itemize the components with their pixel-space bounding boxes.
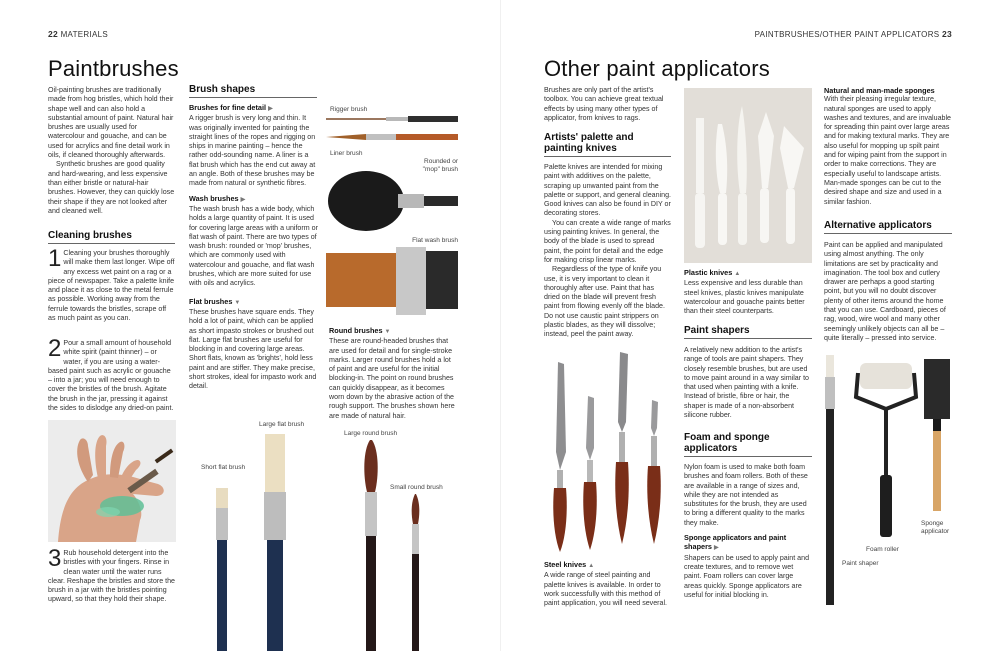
caption-liner: Liner brush — [330, 150, 363, 157]
cleaning-step-1 — [48, 245, 175, 323]
right-folio: 23 — [941, 29, 952, 39]
flat-wash-brush-image — [326, 247, 458, 319]
sponge-shapers-text: Shapers can be used to apply paint and create textures, and to remove wet paint. Foam rollers can cover large areas quickly. Sponge applicators are useful for initial blocking in. — [684, 553, 810, 599]
down-triangle-icon: ▼ — [384, 329, 391, 335]
alternative-applicators-heading: Alternative applicators — [824, 220, 952, 234]
cleaning-step-3 — [48, 545, 175, 605]
palette-text-2: You can create a wide range of marks using painting knives. In general, the body of the blade is used to spread paint, the point for detail and the edge for making crisp linear marks. — [544, 218, 671, 264]
left-folio: 22 — [48, 29, 59, 39]
sponge-shapers-subhead — [684, 533, 812, 554]
palette-text-1: Palette knives are intended for mixing paint with additives on the palette, scraping up unwanted paint from the palette or support, and general cleaning. Good knives can also be found in DIY or decorating stores. — [544, 163, 671, 218]
up-triangle-icon: ▲ — [734, 271, 741, 277]
round-brushes-subhead — [329, 326, 457, 337]
foam-sponge-block — [684, 463, 812, 600]
fine-detail-text: A rigger brush is very long and thin. It was originally invented for painting the straight lines of the ropes and rigging on ships in marine painting – hence the rather odd-sounding name. A liner is a flat brush which has the end cut away at an angle. Both of these brushes may be made from natural or synthetic fibres. — [189, 114, 316, 188]
right-triangle-icon: ▶ — [240, 196, 246, 203]
caption-large-round: Large round brush — [344, 430, 398, 437]
steel-knives-text: A wide range of steel painting and palette knives is available. In order to work successfully with this method of paint application, you will need several. — [544, 571, 668, 608]
mop-brush-image — [326, 166, 458, 236]
step-3-text: Rub household detergent into the bristles with your fingers. Rinse in clean water until the water runs clear. Reshape the bristles and store the brush in a jar with the bristles pointing upward, so that they hold their shape. — [48, 549, 175, 604]
plastic-knives-title: Plastic knives — [684, 268, 733, 277]
steel-knives-title: Steel knives — [544, 560, 587, 569]
caption-short-flat: Short flat brush — [201, 464, 246, 471]
flat-brushes-subhead — [189, 297, 318, 308]
caption-paint-shaper: Paint shaper — [842, 560, 879, 567]
round-brushes-text: These are round-headed brushes that are used for detail and for single-stroke marks. Larger round brushes hold a lot of paint and are useful for the initial blocking-in. The point on round brushes can quickly disappear, as it becomes worn down by the abrasive action of the rough support. The brushes shown here are made of natural hair. — [329, 337, 455, 420]
right-section-label: PAINTBRUSHES/OTHER PAINT APPLICATORS — [754, 30, 940, 39]
page-title-paintbrushes: Paintbrushes — [48, 56, 179, 81]
brush-shapes-heading: Brush shapes — [189, 84, 317, 98]
paintbrushes-intro — [48, 86, 175, 216]
left-running-head — [48, 29, 108, 39]
wash-brushes-subhead — [189, 194, 318, 205]
alternative-applicators-text: Paint can be applied and manipulated using almost anything. The only limitations are set by practicality and imagination. The tool box and cutlery drawer are perhaps a good starting point, but you will no doubt discover plenty of other items around the home that you can use. Cardboard, pieces of rag, wood, wire wool and many other seemingly unlikely objects can all be – quite literally – pressed into service. — [824, 241, 946, 342]
sponges-text: With their pleasing irregular texture, natural sponges are used to apply washes and textures, and are invaluable for spreading thin paint over large areas and for making textural marks. They are also useful for mopping up spilt paint and for wiping paint from the support in order to make corrections. They are especially useful to landscape artists. Man-made sponges can be cut to the desired shape and size and used in a similar fashion. — [824, 95, 951, 206]
round-brushes-title: Round brushes — [329, 326, 383, 335]
plastic-knives-text: Less expensive and less durable than steel knives, plastic knives manipulate watercolour and gouache paints better than their steel counterparts. — [684, 279, 805, 316]
sponge-shapers-title: Sponge applicators and paint shapers — [684, 533, 787, 552]
step-number-2: 2 — [48, 335, 62, 362]
round-brushes-block — [329, 326, 457, 421]
rigger-brush-image — [326, 113, 458, 125]
cleaning-step-2 — [48, 335, 175, 413]
steel-knives-image — [544, 352, 674, 557]
page-title-other-applicators: Other paint applicators — [544, 56, 770, 81]
spread-gutter — [500, 0, 501, 651]
foam-text: Nylon foam is used to make both foam brushes and foam rollers. Both of these are available in a range of sizes and, while they are not intended as substitutes for the brush, they are used to bring a different quality to the marks they make. — [684, 463, 808, 527]
palette-knives-heading: Artists' palette and painting knives — [544, 132, 671, 157]
left-section-label: MATERIALS — [60, 30, 109, 39]
liner-brush-image — [326, 131, 458, 143]
plastic-knives-block — [684, 268, 812, 316]
brush-shapes-column-1 — [189, 103, 318, 392]
hand-cleaning-photo — [48, 420, 176, 542]
right-triangle-icon: ▶ — [268, 106, 273, 112]
up-triangle-icon: ▲ — [588, 563, 595, 569]
paint-shapers-heading: Paint shapers — [684, 325, 812, 339]
fine-detail-title: Brushes for fine detail — [189, 103, 267, 112]
caption-large-flat: Large flat brush — [259, 421, 305, 428]
caption-foam-roller: Foam roller — [866, 546, 899, 553]
step-number-1: 1 — [48, 245, 62, 272]
plastic-knives-image — [684, 88, 812, 263]
intro-paragraph-1: Oil-painting brushes are traditionally made from hog bristles, which hold their shape well and can also hold a substantial amount of paint. Natural hair brushes are usually used for watercolour and gouache, and can be used for acrylics and fine detail work in oils, if cleaned thoroughly afterwards. — [48, 86, 174, 160]
wash-brushes-text: The wash brush has a wide body, which holds a large quantity of paint. It is used for covering large areas with a uniform or flat wash of paint. There are two types of wash brush: rounded or 'mop' brushes, which are commonly used with watercolour and gouache, and flat wash brushes, which are more suited for use with oils and acrylics. — [189, 204, 318, 288]
plastic-knives-subhead — [684, 268, 812, 279]
wash-brushes-title: Wash brushes — [189, 193, 239, 203]
flat-brushes-title: Flat brushes — [189, 296, 233, 306]
foam-sponge-heading: Foam and sponge applicators — [684, 432, 812, 457]
step-number-3: 3 — [48, 545, 62, 572]
fine-detail-subhead — [189, 103, 318, 114]
flat-brushes-text: These brushes have square ends. They hold a lot of paint, which can be applied as short impasto strokes or brushed out flat. Large flat brushes are useful for blocking in and covering large areas. Short flats, known as 'brights', hold less paint and are stiffer. They make precise, short strokes, ideal for impasto work and detail. — [189, 307, 317, 391]
down-triangle-icon: ▼ — [234, 299, 241, 306]
caption-flat-wash: Flat wash brush — [412, 237, 458, 244]
applicators-intro: Brushes are only part of the artist's toolbox. You can achieve great textual effects by using many other types of applicator, from knives to rags. — [544, 86, 664, 122]
caption-mop: Rounded or "mop" brush — [422, 158, 458, 173]
brush-set-image — [205, 430, 435, 651]
caption-rigger: Rigger brush — [330, 106, 368, 113]
caption-small-round: Small round brush — [390, 484, 443, 491]
right-triangle-icon: ▶ — [714, 545, 719, 552]
sponges-block — [824, 86, 952, 207]
intro-paragraph-2: Synthetic brushes are good quality and hard-wearing, and less expensive than either bristle or natural-hair brushes. However, they can quickly lose their shape if they are not looked after and cleaned well. — [48, 160, 175, 215]
steel-knives-subhead — [544, 560, 672, 571]
applicators-image — [820, 355, 960, 610]
paint-shapers-text: A relatively new addition to the artist's range of tools are paint shapers. They closely resemble brushes, but are used to move paint around in a way similar to that used when painting with a knife. Instead of bristle, fibre or hair, the shaper is made of a non-absorbent silicone rubber. — [684, 346, 809, 420]
sponges-subhead: Natural and man-made sponges — [824, 86, 935, 95]
caption-sponge-applicator: Sponge applicator — [921, 520, 950, 535]
palette-knives-text — [544, 163, 671, 340]
steel-knives-block — [544, 560, 672, 608]
cleaning-brushes-heading: Cleaning brushes — [48, 230, 175, 244]
right-running-head — [755, 29, 952, 39]
step-2-text: Pour a small amount of household white spirit (paint thinner) – or water, if you are using a water-based paint such as acrylic or gouache – into a jar; you will need enough to cover the bristles of the brush. Agitate the brush in the jar, pressing it against the sides to dislodge any dried-on paint. — [48, 339, 174, 413]
palette-text-3: Regardless of the type of knife you use, it is very important to clean it thoroughly after use. Paint that has dried on the blade will prevent fresh paint from flowing evenly off the blade. Do not use caustic paint strippers on plastic blades, as they will dissolve; instead, peel the paint away. — [544, 265, 665, 339]
step-1-text: Cleaning your brushes thoroughly will make them last longer. Wipe off any excess wet paint on a rag or a piece of newspaper. Take a palette knife and place it as close to the metal ferrule as possible. Working away from the ferrule towards the bristles, scrape off as much paint as you can. — [48, 249, 175, 323]
